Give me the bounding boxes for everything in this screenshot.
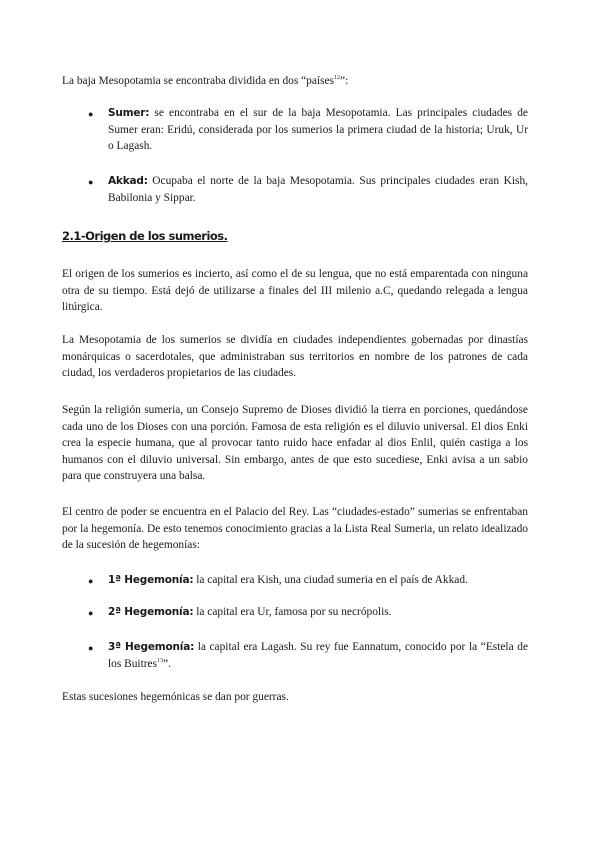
bullet-icon: ● (88, 576, 94, 586)
footnote-marker[interactable]: 12 (334, 75, 341, 82)
list-term: 3ª Hegemonía: (108, 641, 195, 653)
section-heading: 2.1-Origen de los sumerios. (62, 229, 228, 243)
list-item-hegemony-2: 2ª Hegemonía: la capital era Ur, famosa por su necrópolis. (108, 606, 392, 618)
list-item-hegemony-1: 1ª Hegemonía: la capital era Kish, una ciudad sumeria en el país de Akkad. (108, 574, 468, 586)
list-term: 2ª Hegemonía: (108, 606, 194, 618)
intro-paragraph: La baja Mesopotamia se encontraba dividida en dos “países$^{12}$”: (62, 75, 349, 87)
paragraph-cities: La Mesopotamia de los sumerios se dividía en ciudades independientes gobernadas por dinastías monárquicas o sacerdotales, que administraban sus territorios en nombre de los patrones de cada ciudad, los verdaderos propietarios de las ciudades. (62, 334, 528, 379)
paragraph-religion: Según la religión sumeria, un Consejo Supremo de Dioses dividió la tierra en porciones, quedándose cada uno de los Dioses con una porción. Famosa de esta religión es el diluvio universal. El dios Enki crea la especie humana, que al provocar tanto ruido hace enfadar al dios Enlil, quién castiga a los humanos con el diluvio universal. Sin embargo, antes de que esto sucediese, Enki avisa a un sabio para que construyera una balsa. (62, 404, 528, 482)
paragraph-origin: El origen de los sumerios es incierto, así como el de su lengua, que no está emparentada con ninguna otra de su tiempo. Está dejó de utilizarse a finales del III milenio a.C, quedando relegada a lengua litúrgica. (62, 268, 528, 313)
paragraph-power: El centro de poder se encuentra en el Palacio del Rey. Las “ciudades-estado” sumerias se enfrentaban por la hegemonía. De esto tenemos conocimiento gracias a la Lista Real Sumeria, un relato idealizado de la sucesión de hegemonías: (62, 506, 528, 551)
bullet-icon: ● (88, 608, 94, 618)
closing-paragraph: Estas sucesiones hegemónicas se dan por guerras. (62, 691, 289, 703)
footnote-marker[interactable]: 13 (157, 657, 164, 664)
list-item-akkad: Akkad: Ocupaba el norte de la baja Mesopotamia. Sus principales ciudades eran Kish, Babilonia y Sippar. (108, 175, 528, 204)
list-item-sumer: Sumer: se encontraba en el sur de la baja Mesopotamia. Las principales ciudades de Sumer eran: Eridú, considerada por los sumerios la primera ciudad de la historia; Uruk, Ur o Lagash. (108, 107, 528, 152)
bullet-icon: ● (88, 643, 94, 653)
list-item-hegemony-3: 3ª Hegemonía: la capital era Lagash. Su rey fue Eannatum, conocido por la “Estela de los Buitres$^{13}$”. (108, 641, 528, 670)
list-term: Sumer: (108, 107, 150, 119)
bullet-icon: ● (88, 109, 94, 119)
list-term: Akkad: (108, 175, 148, 187)
list-term: 1ª Hegemonía: (108, 574, 194, 586)
bullet-icon: ● (88, 177, 94, 187)
